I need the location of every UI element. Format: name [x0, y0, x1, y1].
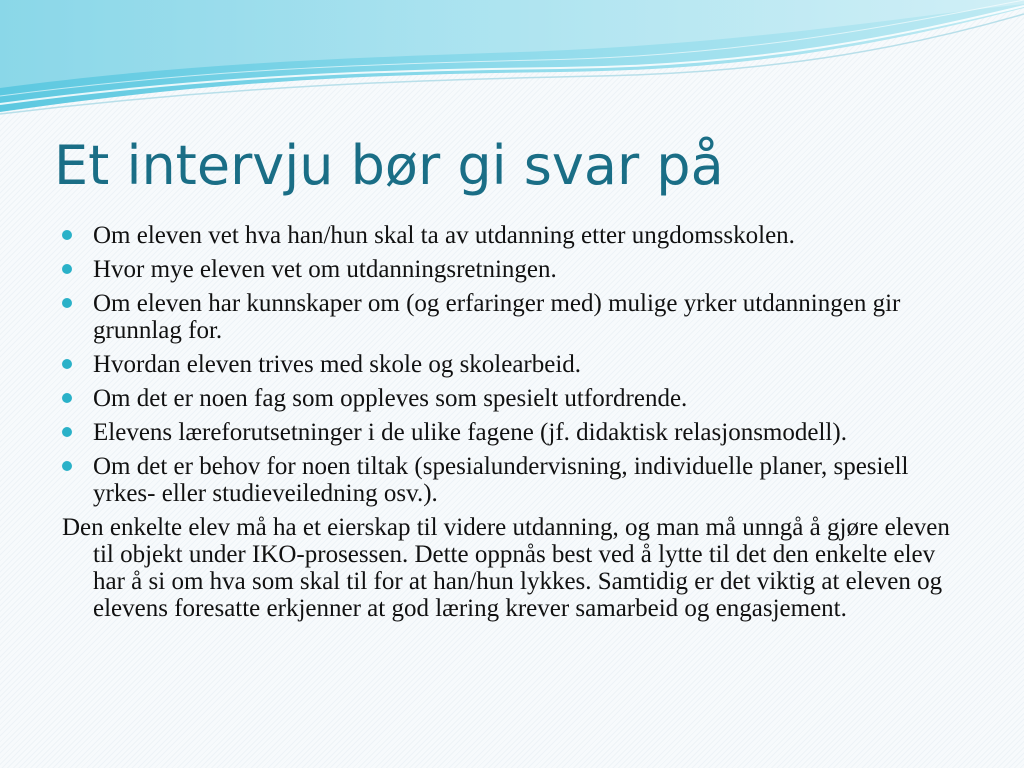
bullet-text: Elevens læreforutsetninger i de ulike fagene (jf. didaktisk relasjonsmodell).: [93, 419, 847, 446]
bullet-item: [62, 419, 962, 446]
bullet-item: [62, 385, 962, 412]
bullet-dot-icon: [62, 264, 72, 274]
bullet-text: Hvor mye eleven vet om utdanningsretningen.: [93, 256, 557, 283]
slide-body: [62, 222, 962, 622]
bullet-text: Om det er noen fag som oppleves som spesielt utfordrende.: [93, 385, 688, 412]
header-wave-decoration: [0, 0, 1024, 130]
bullet-text: Hvordan eleven trives med skole og skolearbeid.: [93, 351, 582, 378]
bullet-text: Om eleven har kunnskaper om (og erfaringer med) mulige yrker utdanningen gir grunnlag for.: [93, 290, 901, 344]
bullet-text: Om eleven vet hva han/hun skal ta av utdanning etter ungdomsskolen.: [93, 222, 795, 249]
bullet-dot-icon: [62, 230, 72, 240]
bullet-dot-icon: [62, 298, 72, 308]
bullet-item: [62, 351, 962, 378]
summary-paragraph: Den enkelte elev må ha et eierskap til videre utdanning, og man må unngå å gjøre eleven til objekt under IKO-prosessen. Dette oppnås best ved å lytte til det den enkelte elev har å si om hva som skal til for at han/hun lykkes. Samtidig er det viktig at eleven og elevens foresatte erkjenner at god læring krever samarbeid og engasjement.: [62, 514, 950, 622]
bullet-dot-icon: [62, 427, 72, 437]
bullet-dot-icon: [62, 359, 72, 369]
bullet-item: [62, 453, 962, 507]
bullet-dot-icon: [62, 393, 72, 403]
bullet-dot-icon: [62, 461, 72, 471]
bullet-item: [62, 290, 962, 344]
bullet-item: [62, 222, 962, 249]
bullet-list: [62, 222, 962, 507]
slide-title: Et intervju bør gi svar på: [54, 134, 724, 197]
bullet-item: [62, 256, 962, 283]
bullet-text: Om det er behov for noen tiltak (spesialundervisning, individuelle planer, spesiell yrkes- eller studieveiledning osv.).: [93, 453, 909, 507]
